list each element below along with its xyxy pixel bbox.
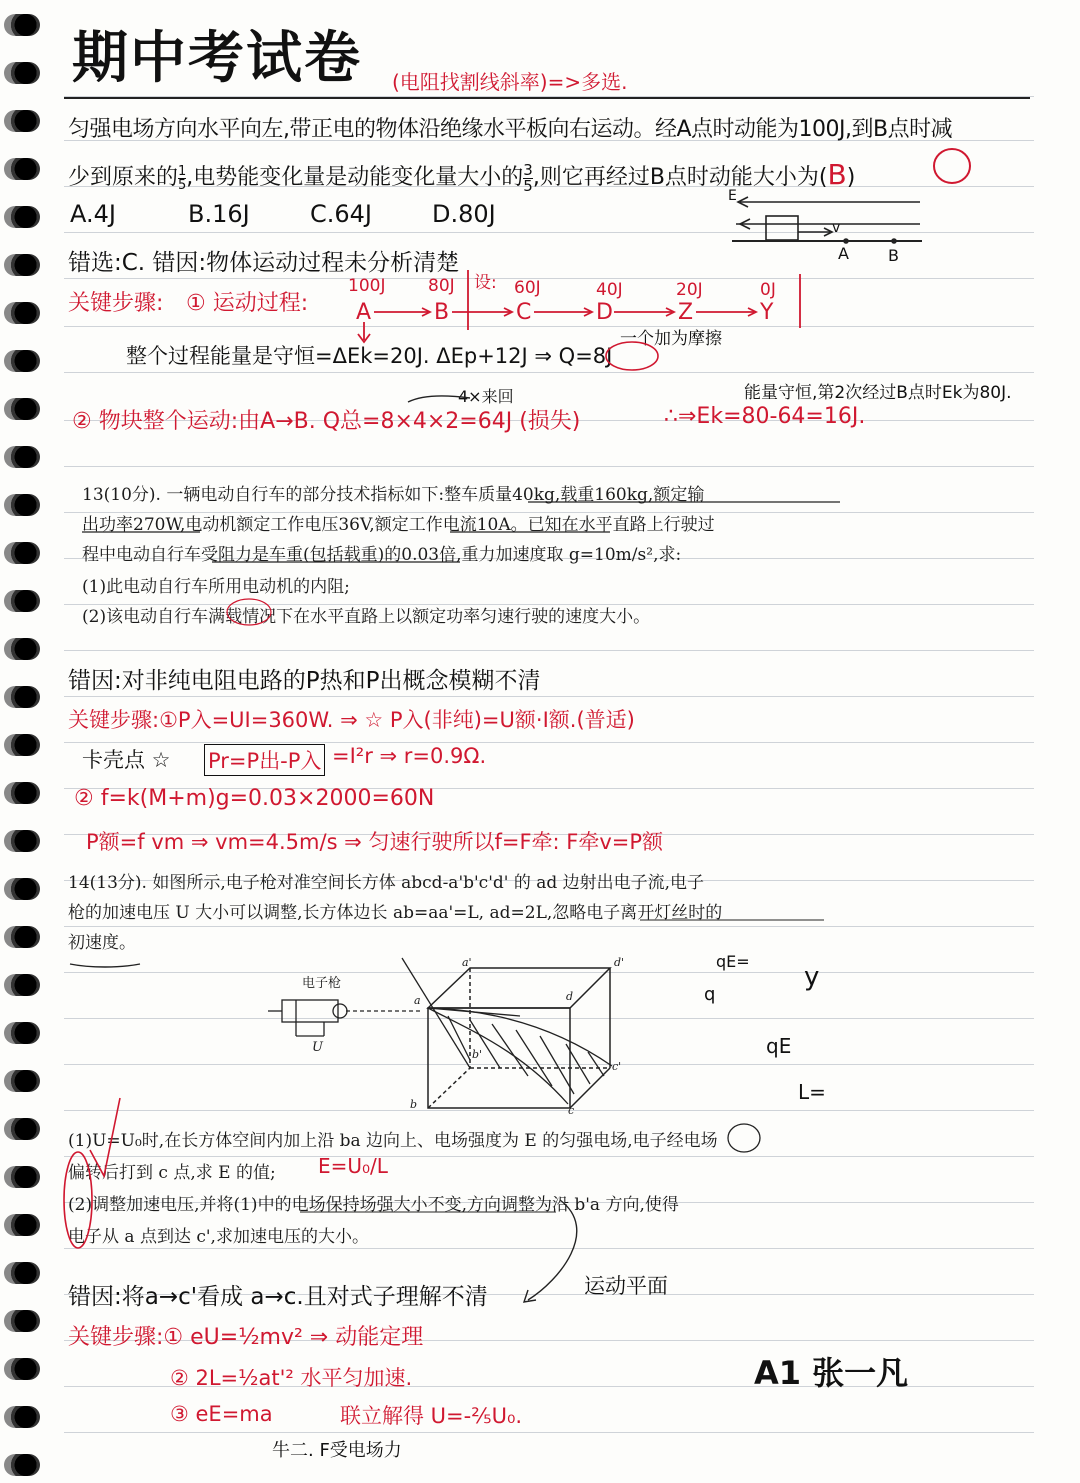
- label-c1: c': [612, 1060, 622, 1073]
- label-a: a: [414, 994, 421, 1007]
- point-b: B: [434, 300, 450, 325]
- q14-sub1-ans: E=U₀/L: [318, 1154, 388, 1178]
- signature: A1 张一凡: [754, 1354, 909, 1392]
- diag-b-label: B: [888, 246, 899, 265]
- frac2-num: 3: [523, 160, 533, 179]
- energy-a: 100J: [348, 276, 386, 296]
- frac2-den: 5: [523, 176, 533, 195]
- q12-key-label: 关键步骤:: [68, 291, 164, 316]
- q12-step2: ② 物块整个运动:由A→B. Q总=8×4×2=64J (损失): [72, 409, 581, 434]
- side-note-qe: qE=: [716, 952, 750, 971]
- q12-line1: 匀强电场方向水平向左,带正电的物体沿绝缘水平板向右运动。经A点时动能为100J,到B点时减: [68, 117, 953, 142]
- label-b1: b': [472, 1048, 483, 1061]
- q12-wrong-choice: 错选:C. 错因:物体运动过程未分析清楚: [68, 250, 460, 276]
- point-d: D: [596, 300, 613, 325]
- point-y: Y: [760, 300, 774, 325]
- q12-option-c: C.64J: [310, 200, 373, 228]
- q14-sub2b: 电子从 a 点到达 c',求加速电压的大小。: [68, 1227, 369, 1247]
- q12-step1-label: ① 运动过程:: [186, 291, 309, 316]
- side-note-l: L=: [798, 1080, 826, 1104]
- u-label: U: [312, 1040, 323, 1055]
- point-a: A: [356, 300, 372, 325]
- diag-a-label: A: [838, 244, 849, 263]
- energy-z: 20J: [676, 280, 703, 300]
- side-note-q: q: [704, 984, 716, 1005]
- q14-key2: ② 2L=½at'² 水平匀加速.: [170, 1366, 413, 1390]
- energy-chain-arrows: [358, 270, 800, 342]
- q13-sub2: (2)该电动自行车满载情况下在水平直路上以额定功率匀速行驶的速度大小。: [82, 607, 651, 627]
- cuboid-diagram: [428, 968, 610, 1108]
- q13-line3: 程中电动自行车受阻力是车重(包括载重)的0.03倍,重力加速度取 g=10m/s²,求:: [82, 545, 682, 565]
- q14-key3c: 牛二. F受电场力: [272, 1440, 402, 1461]
- q12-step2-result: ∴⇒Ek=80-64=16J.: [664, 404, 866, 429]
- q14-line3: 初速度。: [68, 933, 136, 953]
- q12-line2d: ): [846, 165, 856, 190]
- side-note-y: y: [804, 962, 820, 992]
- cuboid-hatching: [402, 958, 612, 1104]
- q13-key1b: 卡壳点 ☆: [82, 748, 171, 772]
- q14-key1: 关键步骤:① eU=½mv² ⇒ 动能定理: [68, 1325, 424, 1350]
- q12-option-a: A.4J: [70, 200, 116, 228]
- q13-sub1: (1)此电动自行车所用电动机的内阻;: [82, 577, 350, 597]
- energy-y: 0J: [760, 280, 776, 300]
- frac1-den: 5: [178, 177, 187, 193]
- point-c: C: [516, 300, 532, 325]
- note-energy: 能量守恒,第2次经过B点时Ek为80J.: [744, 383, 1012, 403]
- q12-line2-text: 少到原来的: [68, 165, 179, 190]
- q12-field-diagram: [732, 197, 922, 243]
- answer-circle: [934, 149, 970, 183]
- q14-key3: ③ eE=ma: [170, 1402, 273, 1426]
- q13-marks: [82, 502, 840, 625]
- electron-circle: [728, 1124, 760, 1152]
- q14-error: 错因:将a→c'看成 a→c.且对式子理解不清: [68, 1284, 488, 1310]
- label-b: b: [410, 1098, 418, 1111]
- q13-key1d: =I²r ⇒ r=0.9Ω.: [332, 744, 487, 768]
- electron-gun: [268, 1000, 420, 1036]
- q13-key1: 关键步骤:①P入=UI=360W. ⇒ ☆ P入(非纯)=U额·I额.(普适): [68, 708, 635, 732]
- title-note: (电阻找割线斜率)=>多选.: [392, 70, 628, 94]
- q13-key1c: Pr=P出-P入: [204, 744, 325, 776]
- q14-sub1: (1)U=U₀时,在长方体空间内加上沿 ba 边向上、电场强度为 E 的匀强电场,电子经电场: [68, 1131, 718, 1151]
- page-title: 期中考试卷: [72, 26, 362, 91]
- q13-line1: 13(10分). 一辆电动自行车的部分技术指标如下:整车质量40kg,载重160kg,额定输: [82, 485, 705, 505]
- q14-key3b: 联立解得 U=-⅖U₀.: [340, 1404, 523, 1428]
- gun-label: 电子枪: [302, 976, 342, 991]
- label-a1: a': [462, 956, 472, 969]
- label-c: c: [568, 1104, 575, 1117]
- diag-e-label: E: [728, 188, 737, 204]
- q-circle: [606, 342, 658, 370]
- label-d1: d': [614, 956, 625, 969]
- q12-step1-result: 整个过程能量是守恒=ΔEk=20J. ΔEp+12J ⇒ Q=8J: [126, 344, 613, 368]
- side-note-qe2: qE: [766, 1034, 792, 1058]
- q13-key2: ② f=k(M+m)g=0.03×2000=60N: [74, 786, 435, 811]
- frac1-num: 1: [178, 163, 187, 179]
- q14-sub1b: 偏转后打到 c 点,求 E 的值;: [68, 1163, 276, 1183]
- q12-line2c: ,则它再经过B点时动能大小为(: [532, 165, 828, 190]
- arrow-plane: [528, 1200, 577, 1300]
- energy-c: 60J: [514, 278, 541, 298]
- note-4x: 4×来回: [458, 387, 514, 406]
- note-plane: 运动平面: [584, 1274, 668, 1298]
- point-z: Z: [678, 300, 694, 325]
- she-label: 设:: [474, 273, 497, 293]
- note-friction: 一个加为摩擦: [620, 329, 722, 349]
- q12-option-b: B.16J: [188, 200, 250, 228]
- q14-line1: 14(13分). 如图所示,电子枪对准空间长方体 abcd-a'b'c'd' 的 ad 边射出电子流,电子: [68, 873, 705, 893]
- arrow-4x: [408, 396, 470, 402]
- q13-key3: P额=f vm ⇒ vm=4.5m/s ⇒ 匀速行驶所以f=F牵: F牵v=P额: [86, 830, 664, 854]
- label-d: d: [566, 990, 574, 1003]
- q12-option-d: D.80J: [432, 200, 496, 228]
- q14-marks: [64, 1098, 120, 1248]
- q14-sub2: (2)调整加速电压,并将(1)中的电场保持场强大小不变,方向调整为沿 b'a 方向,使得: [68, 1195, 679, 1215]
- q12-line2b: ,电势能变化量是动能变化量大小的: [186, 165, 524, 190]
- q12-answer: B: [827, 158, 847, 191]
- energy-d: 40J: [596, 280, 623, 300]
- energy-b: 80J: [428, 276, 455, 296]
- q13-line2: 出功率270W,电动机额定工作电压36V,额定工作电流10A。已知在水平直路上行驶过: [82, 515, 715, 535]
- q13-error: 错因:对非纯电阻电路的P热和P出概念模糊不清: [68, 668, 541, 694]
- q14-line2: 枪的加速电压 U 大小可以调整,长方体边长 ab=aa'=L, ad=2L,忽略电子离开灯丝时的: [68, 903, 723, 923]
- q14-doodle: [70, 964, 140, 967]
- diag-v-label: v: [832, 220, 841, 236]
